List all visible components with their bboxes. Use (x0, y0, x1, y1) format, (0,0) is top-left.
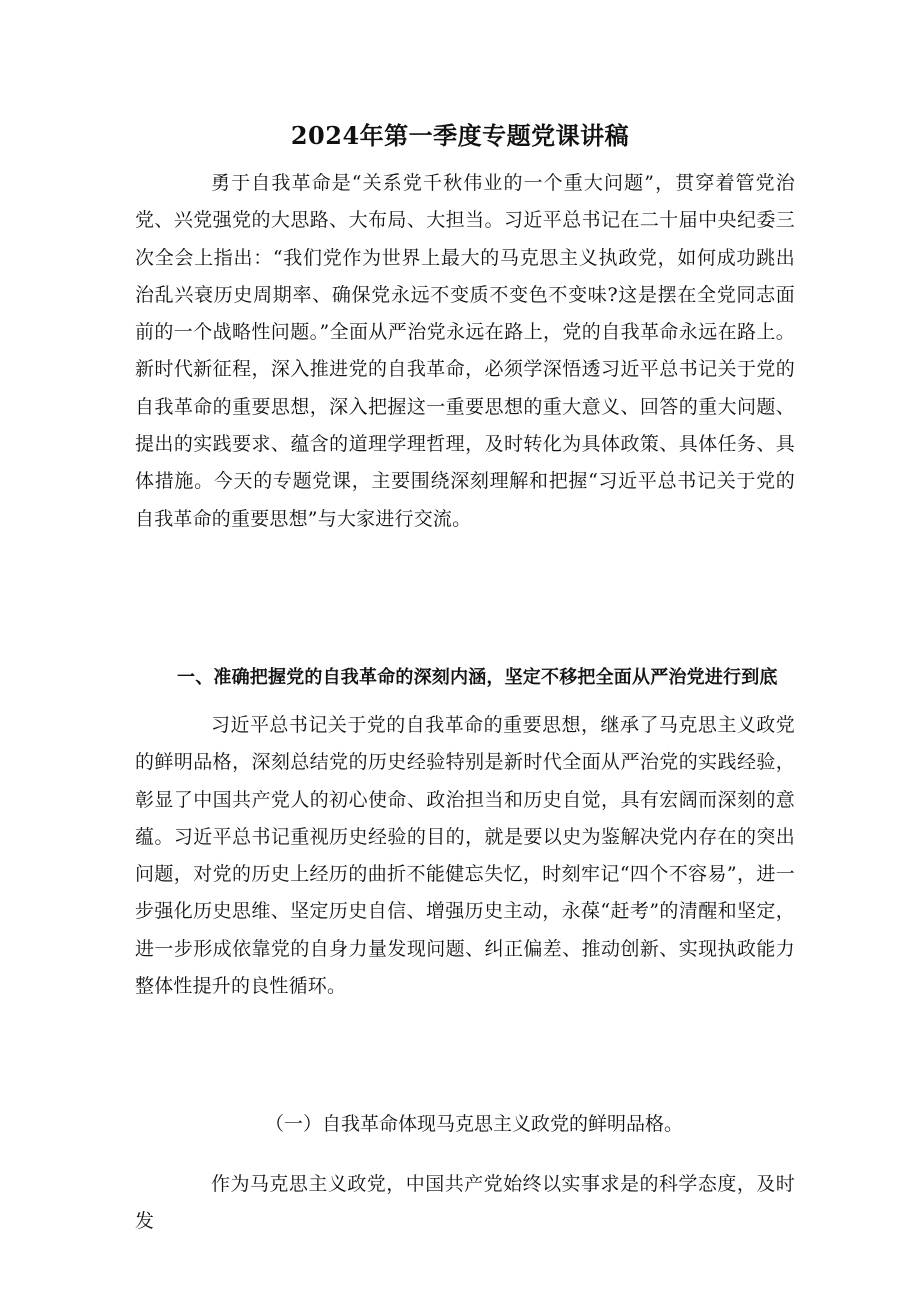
document-title: 2024年第一季度专题党课讲稿 (290, 121, 630, 150)
intro-paragraph: 勇于自我革命是“关系党千秋伟业的一个重大问题”，贯穿着管党治党、兴党强党的大思路、大布局、大担当。习近平总书记在二十届中央纪委三次全会上指出：“我们党作为世界上最大的马克思主义执政党，如何成功跳出治乱兴衰历史周期率、确保党永远不变质不变色不变味?这是摆在全党同志面前的一个战略性问题。”全面从严治党永远在路上，党的自我革命永远在路上。新时代新征程，深入推进党的自我革命，必须学深悟透习近平总书记关于党的自我革命的重要思想，深入把握这一重要思想的重大意义、回答的重大问题、提出的实践要求、蕴含的道理学理哲理，及时转化为具体政策、具体任务、具体措施。今天的专题党课，主要围绕深刻理解和把握“习近平总书记关于党的自我革命的重要思想”与大家进行交流。 (135, 172, 795, 530)
subsection-one-heading: （一）自我革命体现马克思主义政党的鲜明品格。 (265, 1113, 684, 1135)
subsection-one-paragraph: 作为马克思主义政党，中国共产党始终以实事求是的科学态度，及时发 (135, 1173, 795, 1233)
section-one-heading: 一、准确把握党的自我革命的深刻内涵，坚定不移把全面从严治党进行到底 (177, 667, 778, 688)
section-one-paragraph: 习近平总书记关于党的自我革命的重要思想，继承了马克思主义政党的鲜明品格，深刻总结党的历史经验特别是新时代全面从严治党的实践经验，彰显了中国共产党人的初心使命、政治担当和历史自觉，具有宏阔而深刻的意蕴。习近平总书记重视历史经验的目的，就是要以史为鉴解决党内存在的突出问题，对党的历史上经历的曲折不能健忘失忆，时刻牢记“四个不容易”，进一步强化历史思维、坚定历史自信、增强历史主动，永葆“赶考”的清醒和坚定，进一步形成依靠党的自身力量发现问题、纠正偏差、推动创新、实现执政能力整体性提升的良性循环。 (135, 714, 795, 998)
